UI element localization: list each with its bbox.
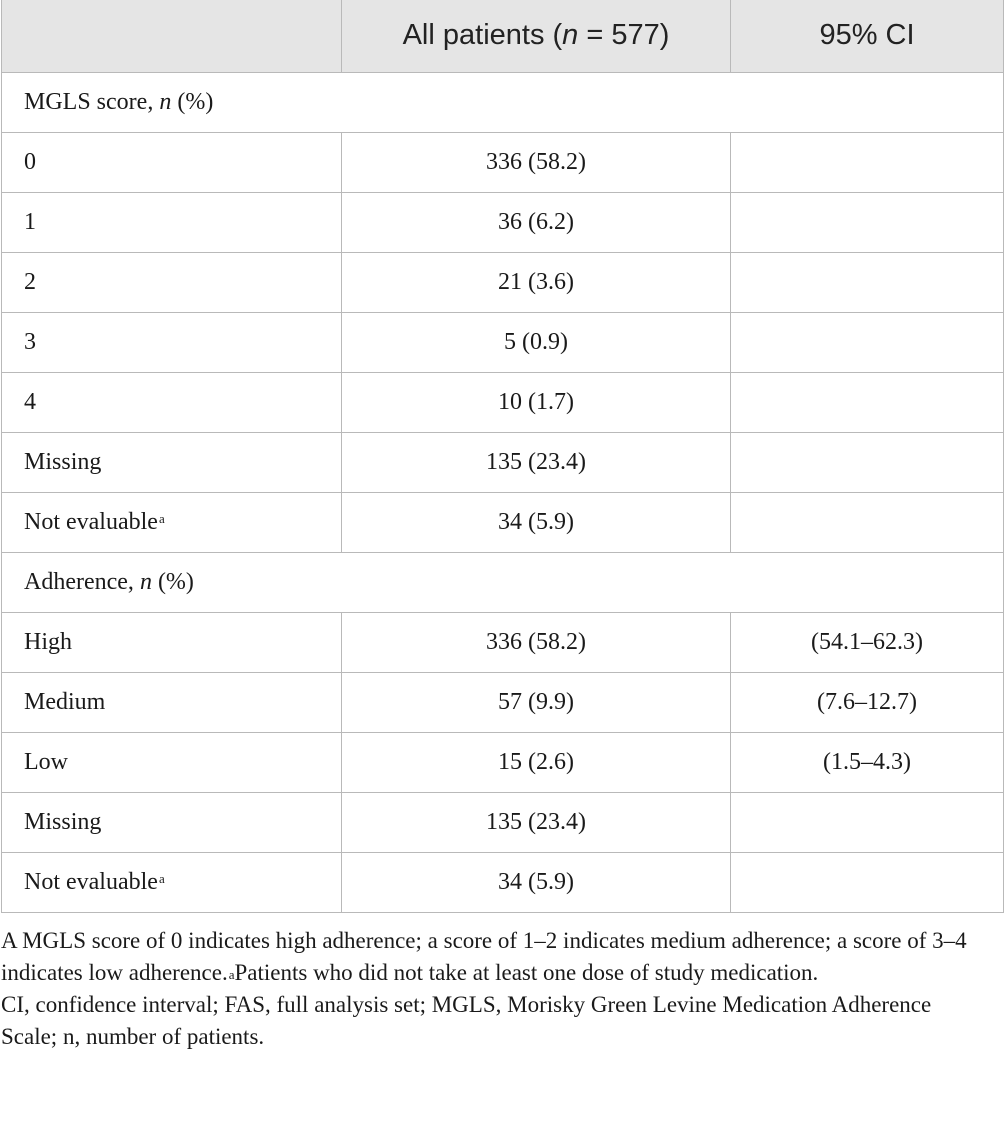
row-ci xyxy=(731,252,1004,312)
row-label-cell xyxy=(2,612,342,672)
row-ci xyxy=(731,192,1004,252)
footnote-1-main: A MGLS score of 0 indicates high adherence; a score of 1–2 indicates medium adherence; a score of 3–4 indicates low adherence. xyxy=(1,927,967,985)
row-value: 34 (5.9) xyxy=(342,852,731,912)
row-ci xyxy=(731,132,1004,192)
row-label: Missing xyxy=(24,448,102,475)
header-n-italic: n xyxy=(562,19,579,52)
table-body xyxy=(2,72,1004,912)
row-label-cell xyxy=(2,132,342,192)
row-value: 5 (0.9) xyxy=(342,312,731,372)
table-row xyxy=(2,132,1004,192)
section-title-prefix: Adherence, xyxy=(24,568,140,595)
row-label: High xyxy=(24,628,72,655)
table-row xyxy=(2,612,1004,672)
row-ci: (1.5–4.3) xyxy=(731,732,1004,792)
footnote-1-tail: Patients who did not take at least one dose of study medication. xyxy=(234,959,819,985)
table-row xyxy=(2,492,1004,552)
row-ci: (54.1–62.3) xyxy=(731,612,1004,672)
row-value: 10 (1.7) xyxy=(342,372,731,432)
row-value: 15 (2.6) xyxy=(342,732,731,792)
row-label: 4 xyxy=(24,388,36,415)
header-n-prefix: All patients ( xyxy=(402,19,563,52)
row-label: Not evaluable xyxy=(24,508,158,535)
section-title-suffix: (%) xyxy=(171,88,214,115)
row-ci xyxy=(731,492,1004,552)
section-title-suffix: (%) xyxy=(151,568,194,595)
header-n-suffix: = 577) xyxy=(578,19,670,52)
table-row xyxy=(2,732,1004,792)
table-row xyxy=(2,372,1004,432)
header-all-patients xyxy=(342,0,731,72)
section-title-italic: n xyxy=(139,568,152,595)
section-title xyxy=(2,552,1004,612)
row-label: 1 xyxy=(24,208,36,235)
table-header-row xyxy=(2,0,1004,72)
footnote-marker: a xyxy=(158,510,165,526)
row-label: 2 xyxy=(24,268,36,295)
row-label-cell xyxy=(2,192,342,252)
row-value: 21 (3.6) xyxy=(342,252,731,312)
row-ci xyxy=(731,852,1004,912)
row-label-cell xyxy=(2,792,342,852)
row-label-cell xyxy=(2,492,342,552)
row-ci xyxy=(731,372,1004,432)
row-label-cell xyxy=(2,732,342,792)
row-ci xyxy=(731,312,1004,372)
section-row xyxy=(2,552,1004,612)
table-row xyxy=(2,312,1004,372)
row-ci xyxy=(731,432,1004,492)
footnote-line-1 xyxy=(1,925,984,989)
footnote-marker: a xyxy=(158,870,165,886)
row-label: Medium xyxy=(24,688,106,715)
table-row xyxy=(2,192,1004,252)
row-label-cell xyxy=(2,432,342,492)
table-footnotes xyxy=(0,913,1004,1053)
table-row xyxy=(2,432,1004,492)
section-title-italic: n xyxy=(159,88,172,115)
section-row xyxy=(2,72,1004,132)
footnote-1-sup: a xyxy=(228,966,235,982)
table-row xyxy=(2,792,1004,852)
adherence-table xyxy=(1,0,1004,913)
footnote-line-2: CI, confidence interval; FAS, full analysis set; MGLS, Morisky Green Levine Medication Adherence Scale; n, number of patients. xyxy=(1,991,932,1049)
row-label-cell xyxy=(2,852,342,912)
table-row xyxy=(2,672,1004,732)
row-ci xyxy=(731,792,1004,852)
row-label-cell xyxy=(2,312,342,372)
row-label: Missing xyxy=(24,808,102,835)
row-label: 3 xyxy=(24,328,36,355)
row-value: 135 (23.4) xyxy=(342,792,731,852)
section-title xyxy=(2,72,1004,132)
row-ci: (7.6–12.7) xyxy=(731,672,1004,732)
row-label-cell xyxy=(2,372,342,432)
row-label-cell xyxy=(2,252,342,312)
row-value: 336 (58.2) xyxy=(342,132,731,192)
row-value: 34 (5.9) xyxy=(342,492,731,552)
row-value: 336 (58.2) xyxy=(342,612,731,672)
section-title-prefix: MGLS score, xyxy=(24,88,160,115)
row-label: 0 xyxy=(24,148,36,175)
table-row xyxy=(2,852,1004,912)
header-ci: 95% CI xyxy=(731,0,1004,72)
row-label: Not evaluable xyxy=(24,868,158,895)
row-value: 135 (23.4) xyxy=(342,432,731,492)
row-label-cell xyxy=(2,672,342,732)
header-empty-cell xyxy=(2,0,342,72)
row-value: 36 (6.2) xyxy=(342,192,731,252)
table-row xyxy=(2,252,1004,312)
row-label: Low xyxy=(24,748,68,775)
row-value: 57 (9.9) xyxy=(342,672,731,732)
